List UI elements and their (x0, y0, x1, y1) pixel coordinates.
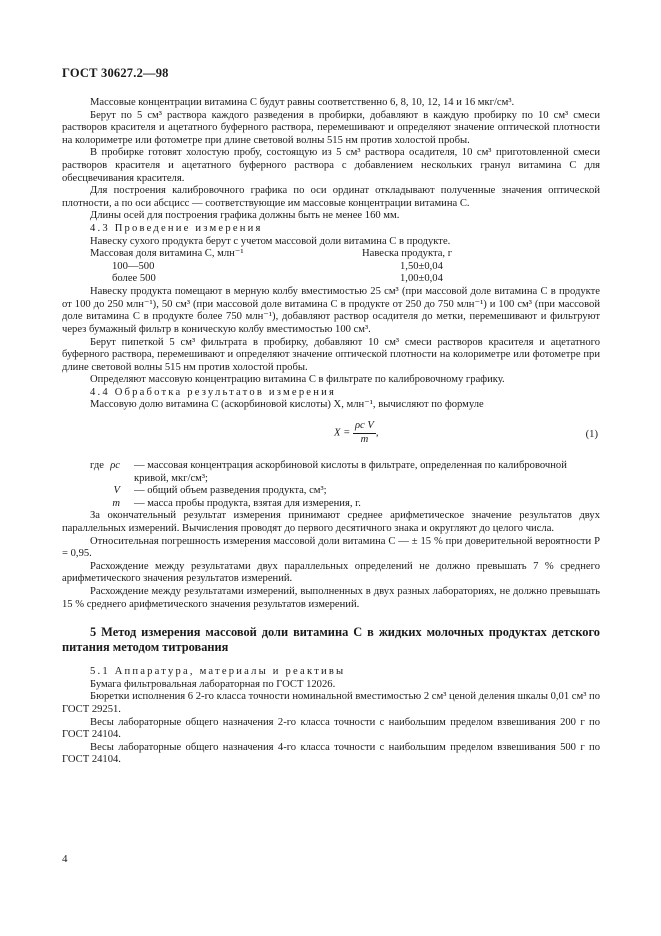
sample-mass-table (62, 248, 600, 286)
formula-number: (1) (585, 429, 598, 441)
table-cell-range: 100—500 (112, 260, 155, 272)
paragraph: За окончательный результат измерения принимают среднее арифметическое значение результатов двух параллельных измерений. Вычисления проводят до первого десятичного знака и округляют до целого числа. (62, 510, 600, 535)
legend-row (62, 460, 600, 485)
legend-row (62, 498, 600, 511)
subsection-heading-5-1: 5.1 Аппаратура, материалы и реактивы (90, 666, 346, 678)
paragraph: Расхождение между результатами двух параллельных определений не должно превышать 7 % среднего арифметического значения результатов измерений. (62, 560, 600, 585)
paragraph: Берут по 5 см³ раствора каждого разведения в пробирки, добавляют в каждую пробирку по 10 см³ смеси растворов красителя и ацетатного буферного раствора, перемешивают и определяют значение оптической плотности на колориметре или фотометре при длине световой волны 515 нм против холостой пробы. (62, 109, 600, 146)
paragraph: Расхождение между результатами измерений, выполненных в двух разных лабораториях, не должно превышать 15 % среднего арифметического значения результатов измерений. (62, 586, 600, 610)
formula-tail: , (375, 427, 379, 439)
paragraph: Бюретки исполнения 6 2-го класса точности номинальной вместимостью 2 см³ ценой деления шкалы 0,01 см³ по ГОСТ 29251. (62, 691, 600, 715)
table-cell-mass: 1,00±0,04 (400, 273, 443, 285)
legend-row (62, 485, 600, 498)
paragraph: Берут пипеткой 5 см³ фильтрата в пробирку, добавляют 10 см³ смеси растворов красителя и ацетатного буферного раствора, перемешивают и определяют значение оптической плотности на колориметре или фотометре при длине световой волны 515 нм против холостой пробы. (62, 336, 600, 373)
legend-text: — массовая концентрация аскорбиновой кислоты в фильтрате, определенная по калибровочной кривой, мкг/см³; (134, 460, 567, 484)
table-header-sample-mass: Навеска продукта, г (362, 248, 453, 260)
legend-lead: где (90, 460, 104, 472)
variable-legend (62, 460, 600, 510)
paragraph: Относительная погрешность измерения массовой доли витамина С — ± 15 % при доверительной вероятности P = 0,95. (62, 535, 600, 560)
legend-symbol: V (113, 485, 120, 497)
formula-numerator: ρc V (353, 420, 376, 434)
legend-text: — общий объем разведения продукта, см³; (134, 485, 327, 497)
table-header-mass-fraction: Массовая доля витамина С, млн⁻¹ (90, 248, 244, 260)
paragraph: Весы лабораторные общего назначения 4-го класса точности с наибольшим пределом взвешивания 500 г по ГОСТ 24104. (62, 741, 600, 766)
legend-symbol: m (112, 497, 120, 509)
page-number: 4 (62, 853, 68, 865)
legend-symbol: ρc (110, 460, 120, 472)
paragraph: Весы лабораторные общего назначения 2-го класса точности с наибольшим пределом взвешивания 200 г по ГОСТ 24104. (62, 716, 600, 741)
paragraph: В пробирке готовят холостую пробу, состоящую из 5 см³ раствора осадителя, 10 см³ приготовленной смеси растворов красителя и ацетатного буферного раствора с добавлением нескольких гранул витамина С для обесцвечивания красителя. (62, 147, 600, 184)
subsection-heading-4-3: 4.3 Проведение измерения (90, 222, 263, 234)
paragraph: Массовые концентрации витамина С будут равны соответственно 6, 8, 10, 12, 14 и 16 мкг/см³. (90, 97, 515, 108)
formula-lhs: X = (334, 427, 351, 439)
paragraph: Навеску сухого продукта берут с учетом массовой доли витамина С в продукте. (90, 235, 451, 247)
legend-text: — масса пробы продукта, взятая для измерения, г. (134, 497, 361, 509)
paragraph: Навеску продукта помещают в мерную колбу вместимостью 25 см³ (при массовой доле витамина С в продукте от 100 до 250 млн⁻¹), 50 см³ (при массовой доле витамина С в продукте от 250 до 750 млн⁻¹) и 100 см³ (при массовой доле витамина С в продукте более 750 млн⁻¹), добавляют раствор осадителя до метки, перемешивают и фильтруют через бумажный фильтр в коническую колбу вместимостью 100 см³. (62, 286, 600, 335)
paragraph: Для построения калибровочного графика по оси ординат откладывают полученные значения оптической плотности, а по оси абсцисс — соответствующие им массовые концентрации витамина С. (62, 185, 600, 209)
paragraph: Массовую долю витамина С (аскорбиновой кислоты) X, млн⁻¹, вычисляют по формуле (90, 399, 484, 411)
table-cell-range: более 500 (112, 273, 156, 285)
paragraph: Бумага фильтровальная лабораторная по ГОСТ 12026. (90, 678, 336, 690)
document-body (62, 97, 600, 767)
formula-1 (62, 416, 600, 460)
subsection-heading-4-4: 4.4 Обработка результатов измерения (90, 386, 337, 398)
table-cell-mass: 1,50±0,04 (400, 260, 443, 272)
paragraph: Определяют массовую концентрацию витамина С в фильтрате по калибровочному графику. (90, 374, 505, 386)
section-5-heading: 5 Метод измерения массовой доли витамина С в жидких молочных продуктах детского питания методом титрования (62, 625, 600, 654)
formula-denominator: m (360, 433, 369, 445)
paragraph: Длины осей для построения графика должны быть не менее 160 мм. (90, 210, 400, 222)
formula-fraction (353, 420, 376, 446)
page-header-title: ГОСТ 30627.2—98 (62, 66, 169, 80)
formula-expression (334, 420, 379, 446)
